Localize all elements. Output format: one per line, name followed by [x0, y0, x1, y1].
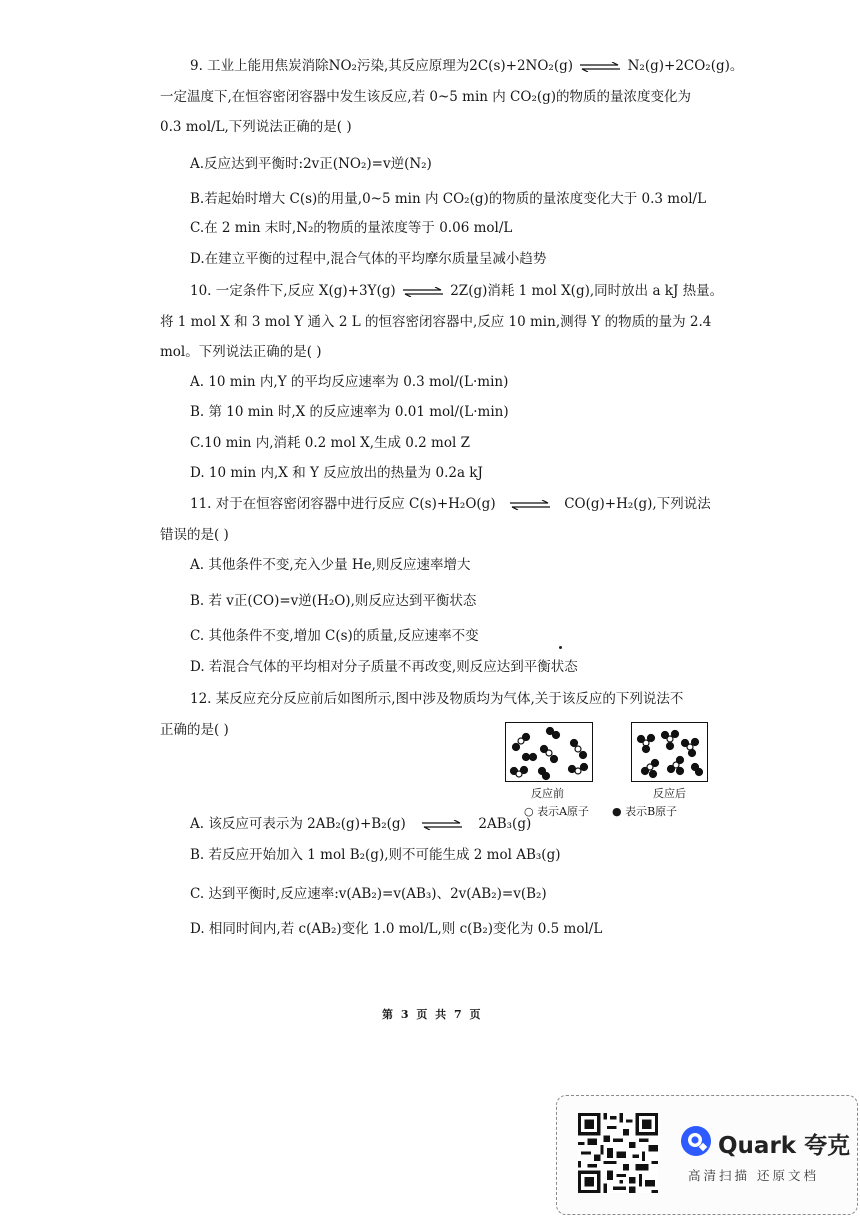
q9-line2: 一定温度下,在恒容密闭容器中发生该反应,若 0~5 min 内 CO₂(g)的物质的量浓度变化为 — [160, 89, 692, 105]
q10-option-b: B. 第 10 min 时,X 的反应速率为 0.01 mol/(L·min) — [190, 404, 509, 420]
q11-option-d: D. 若混合气体的平均相对分子质量不再改变,则反应达到平衡状态 — [190, 659, 578, 675]
q10-line2: 将 1 mol X 和 3 mol Y 通入 2 L 的恒容密闭容器中,反应 10 min,测得 Y 的物质的量为 2.4 — [160, 314, 712, 330]
quark-logo-icon — [680, 1125, 712, 1157]
q9-line3: 0.3 mol/L,下列说法正确的是( ) — [160, 119, 352, 135]
q11-option-c: C. 其他条件不变,增加 C(s)的质量,反应速率不变 — [190, 628, 479, 644]
q11-option-b: B. 若 v正(CO)=v逆(H₂O),则反应达到平衡状态 — [190, 593, 477, 609]
q12-line1: 12. 某反应充分反应前后如图所示,图中涉及物质均为气体,关于该反应的下列说法不 — [190, 691, 684, 707]
q9-option-a: A.反应达到平衡时:2v正(NO₂)=v逆(N₂) — [190, 156, 432, 172]
after-molecules-diagram — [632, 723, 707, 781]
before-reaction-box — [505, 722, 593, 782]
q10-option-d: D. 10 min 内,X 和 Y 反应放出的热量为 0.2a kJ — [190, 465, 483, 481]
q12-option-a: A. 该反应可表示为 2AB₂(g)+B₂(g) 2AB₃(g) — [190, 816, 532, 832]
quark-brand-name: Quark 夸克 — [718, 1133, 851, 1159]
after-label: 反应后 — [653, 787, 686, 800]
legend-a-atom: ○ 表示A原子 — [524, 805, 590, 818]
q10-line3: mol。下列说法正确的是( ) — [160, 344, 322, 360]
q10-option-c: C.10 min 内,消耗 0.2 mol X,生成 0.2 mol Z — [190, 435, 470, 451]
q12-option-b: B. 若反应开始加入 1 mol B₂(g),则不可能生成 2 mol AB₃(g) — [190, 847, 561, 863]
equilibrium-arrow-icon — [422, 820, 462, 830]
q12-option-c: C. 达到平衡时,反应速率:v(AB₂)=v(AB₃)、2v(AB₂)=v(B₂) — [190, 886, 547, 902]
legend-b-atom: ● 表示B原子 — [612, 805, 678, 818]
after-reaction-box — [631, 722, 708, 782]
page-number: 第 3 页 共 7 页 — [382, 1008, 483, 1021]
stray-dot — [559, 646, 562, 649]
equilibrium-arrow-icon — [580, 62, 620, 72]
equilibrium-arrow-icon — [510, 500, 550, 510]
before-label: 反应前 — [531, 787, 564, 800]
q9-line1: 9. 工业上能用焦炭消除NO₂污染,其反应原理为2C(s)+2NO₂(g) N₂(g)+2CO₂(g)。 — [190, 58, 744, 74]
q12-option-d: D. 相同时间内,若 c(AB₂)变化 1.0 mol/L,则 c(B₂)变化为 0.5 mol/L — [190, 921, 603, 937]
equilibrium-arrow-icon — [403, 287, 443, 297]
q12-line2: 正确的是( ) — [160, 722, 229, 738]
q9-option-b: B.若起始时增大 C(s)的用量,0~5 min 内 CO₂(g)的物质的量浓度变化大于 0.3 mol/L — [190, 191, 707, 207]
q10-line1: 10. 一定条件下,反应 X(g)+3Y(g) 2Z(g)消耗 1 mol X(g),同时放出 a kJ 热量。 — [190, 283, 724, 299]
q9-option-d: D.在建立平衡的过程中,混合气体的平均摩尔质量呈减小趋势 — [190, 251, 547, 267]
q9-option-c: C.在 2 min 末时,N₂的物质的量浓度等于 0.06 mol/L — [190, 220, 513, 236]
q11-line2: 错误的是( ) — [160, 527, 229, 543]
q11-line1: 11. 对于在恒容密闭容器中进行反应 C(s)+H₂O(g) CO(g)+H₂(g),下列说法 — [190, 496, 711, 512]
q11-option-a: A. 其他条件不变,充入少量 He,则反应速率增大 — [190, 557, 471, 573]
before-molecules-diagram — [506, 723, 592, 781]
quark-tagline: 高清扫描 还原文档 — [688, 1168, 819, 1183]
qr-code-icon — [578, 1113, 658, 1193]
q10-option-a: A. 10 min 内,Y 的平均反应速率为 0.3 mol/(L·min) — [190, 374, 509, 390]
